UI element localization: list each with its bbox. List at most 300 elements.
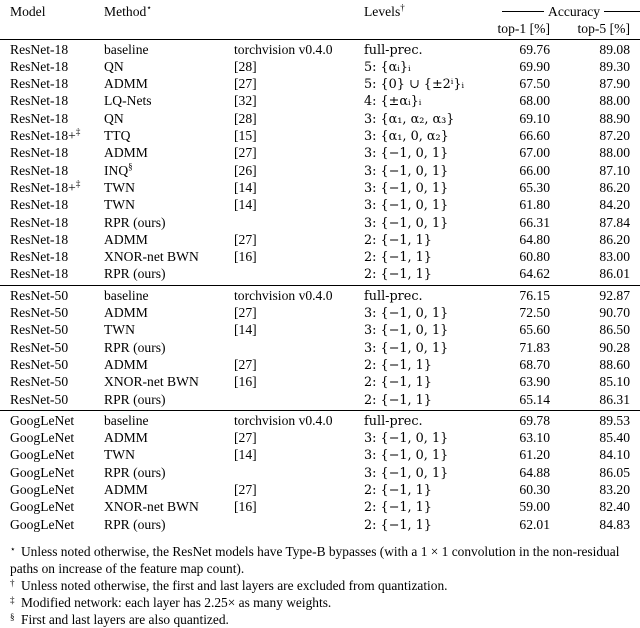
table-row: [0, 499, 640, 516]
cell-top5: [564, 517, 640, 535]
top5-value: 90.28: [599, 339, 631, 355]
reference: [14]: [234, 322, 257, 338]
table-row: [0, 285, 640, 305]
model-name: ResNet-18: [10, 41, 69, 57]
table-row: [0, 374, 640, 391]
reference: torchvision v0.4.0: [234, 287, 333, 303]
levels-value: full-prec.: [364, 288, 423, 304]
table-row: [0, 357, 640, 374]
cell-top1: [490, 392, 564, 411]
table-row: [0, 76, 640, 93]
top5-value: 87.20: [599, 128, 631, 144]
method-name: ADMM: [104, 305, 148, 321]
cell-model: [0, 447, 104, 464]
cell-model: [0, 59, 104, 76]
top1-value: 69.76: [519, 41, 550, 57]
cell-levels: [364, 180, 490, 197]
model-name: ResNet-18: [10, 145, 69, 161]
header-levels: Levels†: [364, 2, 405, 19]
cell-levels: [364, 76, 490, 93]
reference: [27]: [234, 482, 257, 498]
table-header: [0, 4, 640, 39]
cell-model: [0, 392, 104, 411]
top5-value: 90.70: [599, 305, 631, 321]
cell-method: [104, 266, 234, 285]
table-row: [0, 163, 640, 180]
method-name: TTQ: [104, 128, 131, 144]
cell-method: [104, 163, 234, 180]
levels-value: 3: {α₁, α₂, α₃}: [364, 111, 455, 127]
levels-value: 3: {−1, 0, 1}: [364, 465, 449, 481]
cell-top1: [490, 499, 564, 516]
top5-value: 84.20: [599, 197, 631, 213]
table-row: [0, 392, 640, 411]
cell-top5: [564, 357, 640, 374]
method-name: RPR (ours): [104, 266, 166, 282]
cell-top1: [490, 76, 564, 93]
model-name: ResNet-50: [10, 356, 69, 372]
method-name: XNOR-net BWN: [104, 249, 199, 265]
footnote-mark: §: [10, 612, 15, 622]
model-name: GoogLeNet: [10, 464, 75, 480]
cell-top1: [490, 163, 564, 180]
top1-value: 63.10: [519, 430, 550, 446]
cell-reference: [234, 322, 364, 339]
cell-reference: [234, 430, 364, 447]
levels-value: 3: {−1, 0, 1}: [364, 163, 449, 179]
cell-model: [0, 163, 104, 180]
cell-top1: [490, 447, 564, 464]
cell-levels: [364, 59, 490, 76]
top1-value: 64.80: [519, 231, 550, 247]
cell-top1: [490, 232, 564, 249]
cell-method: [104, 93, 234, 110]
cell-levels: [364, 322, 490, 339]
cell-top1: [490, 285, 564, 305]
cell-method: [104, 249, 234, 266]
cell-method: [104, 499, 234, 516]
table-row: [0, 111, 640, 128]
method-footnote-mark: §: [128, 161, 133, 172]
top5-value: 89.08: [599, 41, 631, 57]
cell-reference: [234, 128, 364, 145]
cell-top1: [490, 128, 564, 145]
model-name: ResNet-50: [10, 305, 69, 321]
cell-top5: [564, 59, 640, 76]
top5-value: 85.40: [599, 430, 631, 446]
top5-value: 88.60: [599, 356, 631, 372]
levels-value: 2: {−1, 1}: [364, 357, 432, 373]
cell-top5: [564, 392, 640, 411]
table-row: [0, 340, 640, 357]
cell-top1: [490, 357, 564, 374]
top5-value: 89.30: [599, 58, 631, 74]
model-name: ResNet-18: [10, 93, 69, 109]
cell-top1: [490, 374, 564, 391]
table-row: [0, 197, 640, 214]
footnote-text: Unless noted otherwise, the ResNet models have Type-B bypasses (with a 1 × 1 convolution in the non-residual paths on increase of the feature map count).: [10, 544, 620, 576]
cell-top5: [564, 180, 640, 197]
cell-levels: [364, 128, 490, 145]
cell-method: [104, 76, 234, 93]
cell-top5: [564, 285, 640, 305]
levels-value: 2: {−1, 1}: [364, 483, 432, 499]
reference: [27]: [234, 76, 257, 92]
cell-method: [104, 392, 234, 411]
top5-value: 83.20: [599, 482, 631, 498]
top5-value: 86.20: [599, 231, 631, 247]
top5-value: 87.84: [599, 214, 631, 230]
top1-value: 72.50: [519, 305, 550, 321]
cell-top5: [564, 111, 640, 128]
cell-reference: [234, 447, 364, 464]
cell-reference: [234, 111, 364, 128]
top1-value: 65.30: [519, 179, 550, 195]
table-row: [0, 232, 640, 249]
levels-value: 3: {−1, 0, 1}: [364, 198, 449, 214]
cell-top5: [564, 197, 640, 214]
top1-value: 61.20: [519, 447, 550, 463]
method-name: RPR (ours): [104, 214, 166, 230]
model-name: ResNet-18: [10, 162, 69, 178]
header-top1: top-1 [%]: [497, 21, 550, 37]
cell-levels: [364, 163, 490, 180]
cell-reference: [234, 76, 364, 93]
footnote-mark: ‡: [10, 595, 15, 605]
cell-top5: [564, 465, 640, 482]
cell-reference: [234, 215, 364, 232]
cell-levels: [364, 465, 490, 482]
footnote-text: Modified network: each layer has 2.25× as many weights.: [21, 595, 332, 610]
cell-model: [0, 197, 104, 214]
reference: [14]: [234, 197, 257, 213]
cell-top5: [564, 340, 640, 357]
cell-top5: [564, 305, 640, 322]
model-name: GoogLeNet: [10, 447, 75, 463]
top1-value: 65.14: [519, 391, 550, 407]
reference: [14]: [234, 447, 257, 463]
cell-levels: [364, 517, 490, 535]
reference: [27]: [234, 231, 257, 247]
cell-levels: [364, 145, 490, 162]
cell-levels: [364, 410, 490, 430]
cell-reference: [234, 357, 364, 374]
cell-levels: [364, 111, 490, 128]
cell-model: [0, 93, 104, 110]
cell-model: [0, 215, 104, 232]
model-name: ResNet-18: [10, 58, 69, 74]
cell-top5: [564, 322, 640, 339]
cell-top1: [490, 305, 564, 322]
cell-model: [0, 111, 104, 128]
model-name: ResNet-18: [10, 249, 69, 265]
model-name: GoogLeNet: [10, 430, 75, 446]
cell-reference: [234, 340, 364, 357]
cell-reference: [234, 180, 364, 197]
cell-method: [104, 128, 234, 145]
model-name: ResNet-50: [10, 391, 69, 407]
footnote: [10, 577, 638, 594]
reference: [28]: [234, 58, 257, 74]
method-name: baseline: [104, 287, 149, 303]
cell-levels: [364, 249, 490, 266]
cell-model: [0, 322, 104, 339]
model-footnote-mark: ‡: [75, 178, 81, 189]
cell-reference: [234, 93, 364, 110]
cell-reference: [234, 465, 364, 482]
table-row: [0, 322, 640, 339]
cell-model: [0, 285, 104, 305]
reference: [27]: [234, 356, 257, 372]
cell-top1: [490, 197, 564, 214]
model-name: GoogLeNet: [10, 516, 75, 532]
cell-model: [0, 374, 104, 391]
model-name: ResNet-18: [10, 197, 69, 213]
cell-levels: [364, 232, 490, 249]
model-name: ResNet-18+: [10, 128, 76, 144]
method-name: LQ-Nets: [104, 93, 152, 109]
cell-method: [104, 322, 234, 339]
model-name: GoogLeNet: [10, 482, 75, 498]
levels-value: 2: {−1, 1}: [364, 250, 432, 266]
cell-top5: [564, 39, 640, 59]
method-name: ADMM: [104, 231, 148, 247]
cell-method: [104, 305, 234, 322]
model-name: ResNet-18: [10, 266, 69, 282]
table-row: [0, 410, 640, 430]
top1-value: 67.00: [519, 145, 550, 161]
table-row: [0, 145, 640, 162]
header-model: Model: [10, 4, 46, 19]
top1-value: 60.80: [519, 249, 550, 265]
cell-top1: [490, 180, 564, 197]
method-name: baseline: [104, 41, 149, 57]
cell-model: [0, 145, 104, 162]
top1-value: 66.00: [519, 162, 550, 178]
cell-model: [0, 482, 104, 499]
cell-levels: [364, 305, 490, 322]
cell-levels: [364, 215, 490, 232]
cell-levels: [364, 447, 490, 464]
method-name: TWN: [104, 447, 135, 463]
cell-reference: [234, 39, 364, 59]
table-row: [0, 59, 640, 76]
levels-value: 3: {−1, 0, 1}: [364, 180, 449, 196]
cell-levels: [364, 93, 490, 110]
model-footnote-mark: ‡: [75, 126, 81, 137]
cell-top5: [564, 499, 640, 516]
top1-value: 64.88: [519, 464, 550, 480]
model-name: GoogLeNet: [10, 499, 75, 515]
cell-reference: [234, 517, 364, 535]
cell-method: [104, 482, 234, 499]
reference: [27]: [234, 430, 257, 446]
cell-levels: [364, 499, 490, 516]
top1-value: 61.80: [519, 197, 550, 213]
cell-model: [0, 249, 104, 266]
table-row: [0, 430, 640, 447]
header-top5: top-5 [%]: [577, 21, 631, 37]
model-name: ResNet-50: [10, 287, 69, 303]
levels-value: 2: {−1, 1}: [364, 500, 432, 516]
cell-levels: [364, 285, 490, 305]
cell-model: [0, 232, 104, 249]
method-name: XNOR-net BWN: [104, 499, 199, 515]
top1-value: 66.31: [519, 214, 550, 230]
cell-reference: [234, 59, 364, 76]
cell-top5: [564, 249, 640, 266]
cell-levels: [364, 482, 490, 499]
cell-model: [0, 39, 104, 59]
cell-levels: [364, 197, 490, 214]
cell-levels: [364, 340, 490, 357]
cell-reference: [234, 482, 364, 499]
method-name: RPR (ours): [104, 516, 166, 532]
cell-top5: [564, 410, 640, 430]
top5-value: 86.20: [599, 179, 631, 195]
method-name: TWN: [104, 322, 135, 338]
cell-top5: [564, 163, 640, 180]
cell-method: [104, 430, 234, 447]
cell-reference: [234, 266, 364, 285]
table-row: [0, 447, 640, 464]
cell-model: [0, 266, 104, 285]
method-name: TWN: [104, 197, 135, 213]
cell-method: [104, 215, 234, 232]
model-name: ResNet-18: [10, 231, 69, 247]
top5-value: 88.00: [599, 93, 631, 109]
table-row: [0, 180, 640, 197]
method-name: ADMM: [104, 356, 148, 372]
cell-levels: [364, 392, 490, 411]
table-row: [0, 266, 640, 285]
cell-top1: [490, 340, 564, 357]
results-table: [0, 4, 640, 535]
levels-value: 2: {−1, 1}: [364, 232, 432, 248]
top1-value: 69.78: [519, 412, 550, 428]
cell-levels: [364, 39, 490, 59]
cell-top5: [564, 232, 640, 249]
cell-top1: [490, 215, 564, 232]
levels-value: 2: {−1, 1}: [364, 267, 432, 283]
reference: torchvision v0.4.0: [234, 412, 333, 428]
reference: [15]: [234, 128, 257, 144]
reference: [27]: [234, 305, 257, 321]
top5-value: 84.10: [599, 447, 631, 463]
footnote-text: First and last layers are also quantized.: [21, 612, 229, 627]
cell-top1: [490, 482, 564, 499]
footnote-mark: †: [10, 578, 15, 588]
cell-model: [0, 499, 104, 516]
levels-value: 5: {αᵢ}ᵢ: [364, 59, 411, 75]
levels-value: 3: {−1, 0, 1}: [364, 340, 449, 356]
table-row: [0, 465, 640, 482]
top5-value: 86.31: [599, 391, 631, 407]
cell-model: [0, 76, 104, 93]
cell-top1: [490, 59, 564, 76]
cell-top5: [564, 76, 640, 93]
footnote: [10, 594, 638, 611]
top1-value: 68.00: [519, 93, 550, 109]
cell-reference: [234, 249, 364, 266]
table-row: [0, 215, 640, 232]
cell-method: [104, 145, 234, 162]
cell-method: [104, 232, 234, 249]
cell-model: [0, 465, 104, 482]
levels-value: 3: {−1, 0, 1}: [364, 431, 449, 447]
method-name: XNOR-net BWN: [104, 374, 199, 390]
model-name: ResNet-50: [10, 322, 69, 338]
footnote-mark: ⋆: [10, 544, 16, 554]
footnotes: [10, 543, 638, 628]
method-name: QN: [104, 110, 124, 126]
header-reference: [234, 4, 364, 39]
model-name: ResNet-18+: [10, 179, 76, 195]
cell-reference: [234, 410, 364, 430]
reference: [27]: [234, 145, 257, 161]
levels-value: 3: {−1, 0, 1}: [364, 215, 449, 231]
top5-value: 92.87: [599, 287, 631, 303]
cell-method: [104, 340, 234, 357]
reference: torchvision v0.4.0: [234, 41, 333, 57]
levels-value: full-prec.: [364, 42, 423, 58]
method-name: ADMM: [104, 430, 148, 446]
cell-method: [104, 357, 234, 374]
levels-value: 2: {−1, 1}: [364, 392, 432, 408]
cell-top1: [490, 517, 564, 535]
top5-value: 84.83: [599, 516, 631, 532]
top5-value: 87.90: [599, 76, 631, 92]
cell-model: [0, 305, 104, 322]
cell-top5: [564, 93, 640, 110]
cell-top1: [490, 145, 564, 162]
top5-value: 86.01: [599, 266, 631, 282]
method-name: QN: [104, 58, 124, 74]
footnote: [10, 611, 638, 628]
cell-top1: [490, 266, 564, 285]
cell-reference: [234, 197, 364, 214]
reference: [14]: [234, 179, 257, 195]
cell-model: [0, 180, 104, 197]
table-row: [0, 249, 640, 266]
cell-top5: [564, 215, 640, 232]
top1-value: 65.60: [519, 322, 550, 338]
reference: [28]: [234, 110, 257, 126]
reference: [16]: [234, 374, 257, 390]
reference: [26]: [234, 162, 257, 178]
cell-top5: [564, 447, 640, 464]
cell-model: [0, 430, 104, 447]
cell-top5: [564, 374, 640, 391]
cell-top1: [490, 249, 564, 266]
levels-value: 3: {−1, 0, 1}: [364, 323, 449, 339]
levels-value: 2: {−1, 1}: [364, 517, 432, 533]
levels-value: 3: {−1, 0, 1}: [364, 306, 449, 322]
top1-value: 71.83: [519, 339, 550, 355]
cell-top1: [490, 39, 564, 59]
cell-method: [104, 465, 234, 482]
top1-value: 69.10: [519, 110, 550, 126]
table-row: [0, 482, 640, 499]
cell-levels: [364, 430, 490, 447]
cell-model: [0, 340, 104, 357]
cell-top5: [564, 430, 640, 447]
levels-value: 3: {α₁, 0, α₂}: [364, 129, 449, 145]
cell-reference: [234, 305, 364, 322]
method-name: RPR (ours): [104, 464, 166, 480]
cell-method: [104, 59, 234, 76]
cell-model: [0, 128, 104, 145]
